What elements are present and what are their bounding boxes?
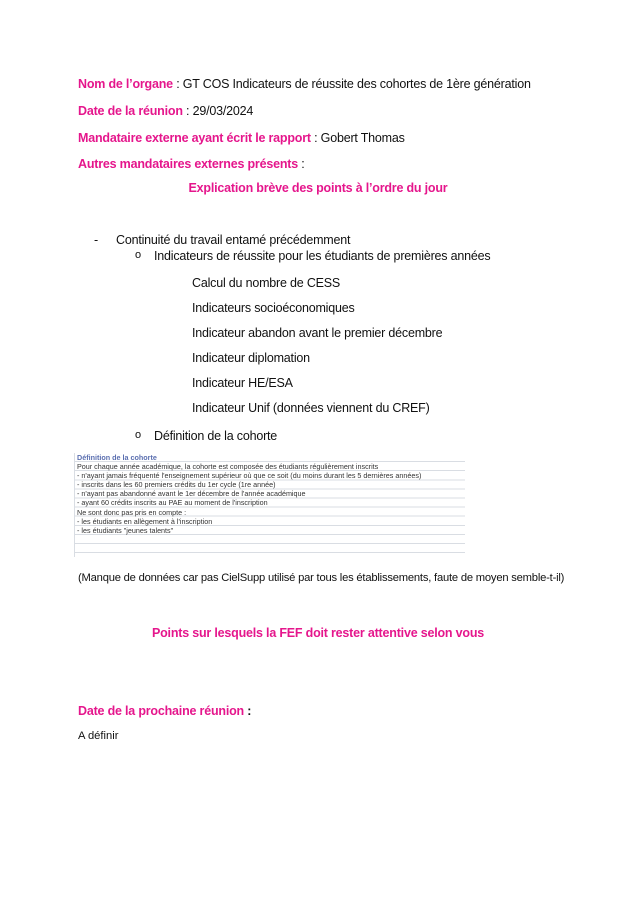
indicator-item: Indicateur HE/ESA (192, 376, 293, 390)
definition-line: Ne sont donc pas pris en compte : (77, 507, 187, 517)
next-meeting-line (78, 704, 251, 718)
indicator-item: Indicateur abandon avant le premier décembre (192, 326, 443, 340)
autres-line (78, 157, 305, 171)
indicator-item: Indicateur diplomation (192, 351, 310, 365)
organ-value: : GT COS Indicateurs de réussite des cohortes de 1ère génération (172, 77, 531, 91)
section-attention-title: Points sur lesquels la FEF doit rester attentive selon vous (151, 626, 485, 640)
definition-line: - inscrits dans les 60 premiers crédits du 1er cycle (1re année) (77, 480, 276, 490)
date-line (78, 104, 253, 118)
cohort-definition-table (74, 453, 465, 557)
mandataire-value: : Gobert Thomas (310, 131, 405, 145)
definition-line: - les étudiants en allègement à l'inscription (77, 516, 213, 526)
definition-title: Définition de la cohorte (77, 453, 157, 462)
dash-bullet: - (94, 233, 98, 247)
agenda-sub-item-definition: Définition de la cohorte (154, 429, 278, 443)
autres-value: : (298, 157, 305, 171)
indicator-item: Calcul du nombre de CESS (192, 276, 341, 290)
mandataire-line (78, 131, 405, 145)
organ-line (78, 77, 531, 91)
agenda-main-item: Continuité du travail entamé précédemment (116, 233, 351, 247)
definition-line: - les étudiants "jeunes talents" (77, 525, 174, 535)
next-meeting-colon: : (243, 704, 252, 718)
organ-label: Nom de l’organe (78, 77, 173, 91)
autres-label: Autres mandataires externes présents (78, 157, 298, 171)
next-meeting-label: Date de la prochaine réunion (78, 704, 244, 718)
missing-data-note: (Manque de données car pas CielSupp utilisé par tous les établissements, faute de moyen semble-t-il) (78, 572, 565, 584)
circle-bullet: o (135, 429, 141, 441)
definition-line: Pour chaque année académique, la cohorte est composée des étudiants régulièrement inscrits (77, 462, 379, 472)
next-meeting-value: A définir (78, 730, 119, 742)
agenda-sub-item: Indicateurs de réussite pour les étudiants de premières années (154, 249, 491, 263)
circle-bullet: o (135, 249, 141, 261)
definition-line: - ayant 60 crédits inscrits au PAE au moment de l'inscription (77, 498, 268, 508)
date-value: : 29/03/2024 (182, 104, 254, 118)
date-label: Date de la réunion (78, 104, 183, 118)
indicator-item: Indicateur Unif (données viennent du CREF) (192, 401, 430, 415)
definition-line: - n'ayant pas abandonné avant le 1er décembre de l'année académique (77, 489, 306, 499)
mandataire-label: Mandataire externe ayant écrit le rapport (78, 131, 311, 145)
section-points-title: Explication brève des points à l’ordre du jour (188, 181, 448, 195)
indicator-item: Indicateurs socioéconomiques (192, 301, 355, 315)
definition-line: - n'ayant jamais fréquenté l'enseignement supérieur où que ce soit (du moins durant les 5 dernières années) (77, 471, 422, 481)
